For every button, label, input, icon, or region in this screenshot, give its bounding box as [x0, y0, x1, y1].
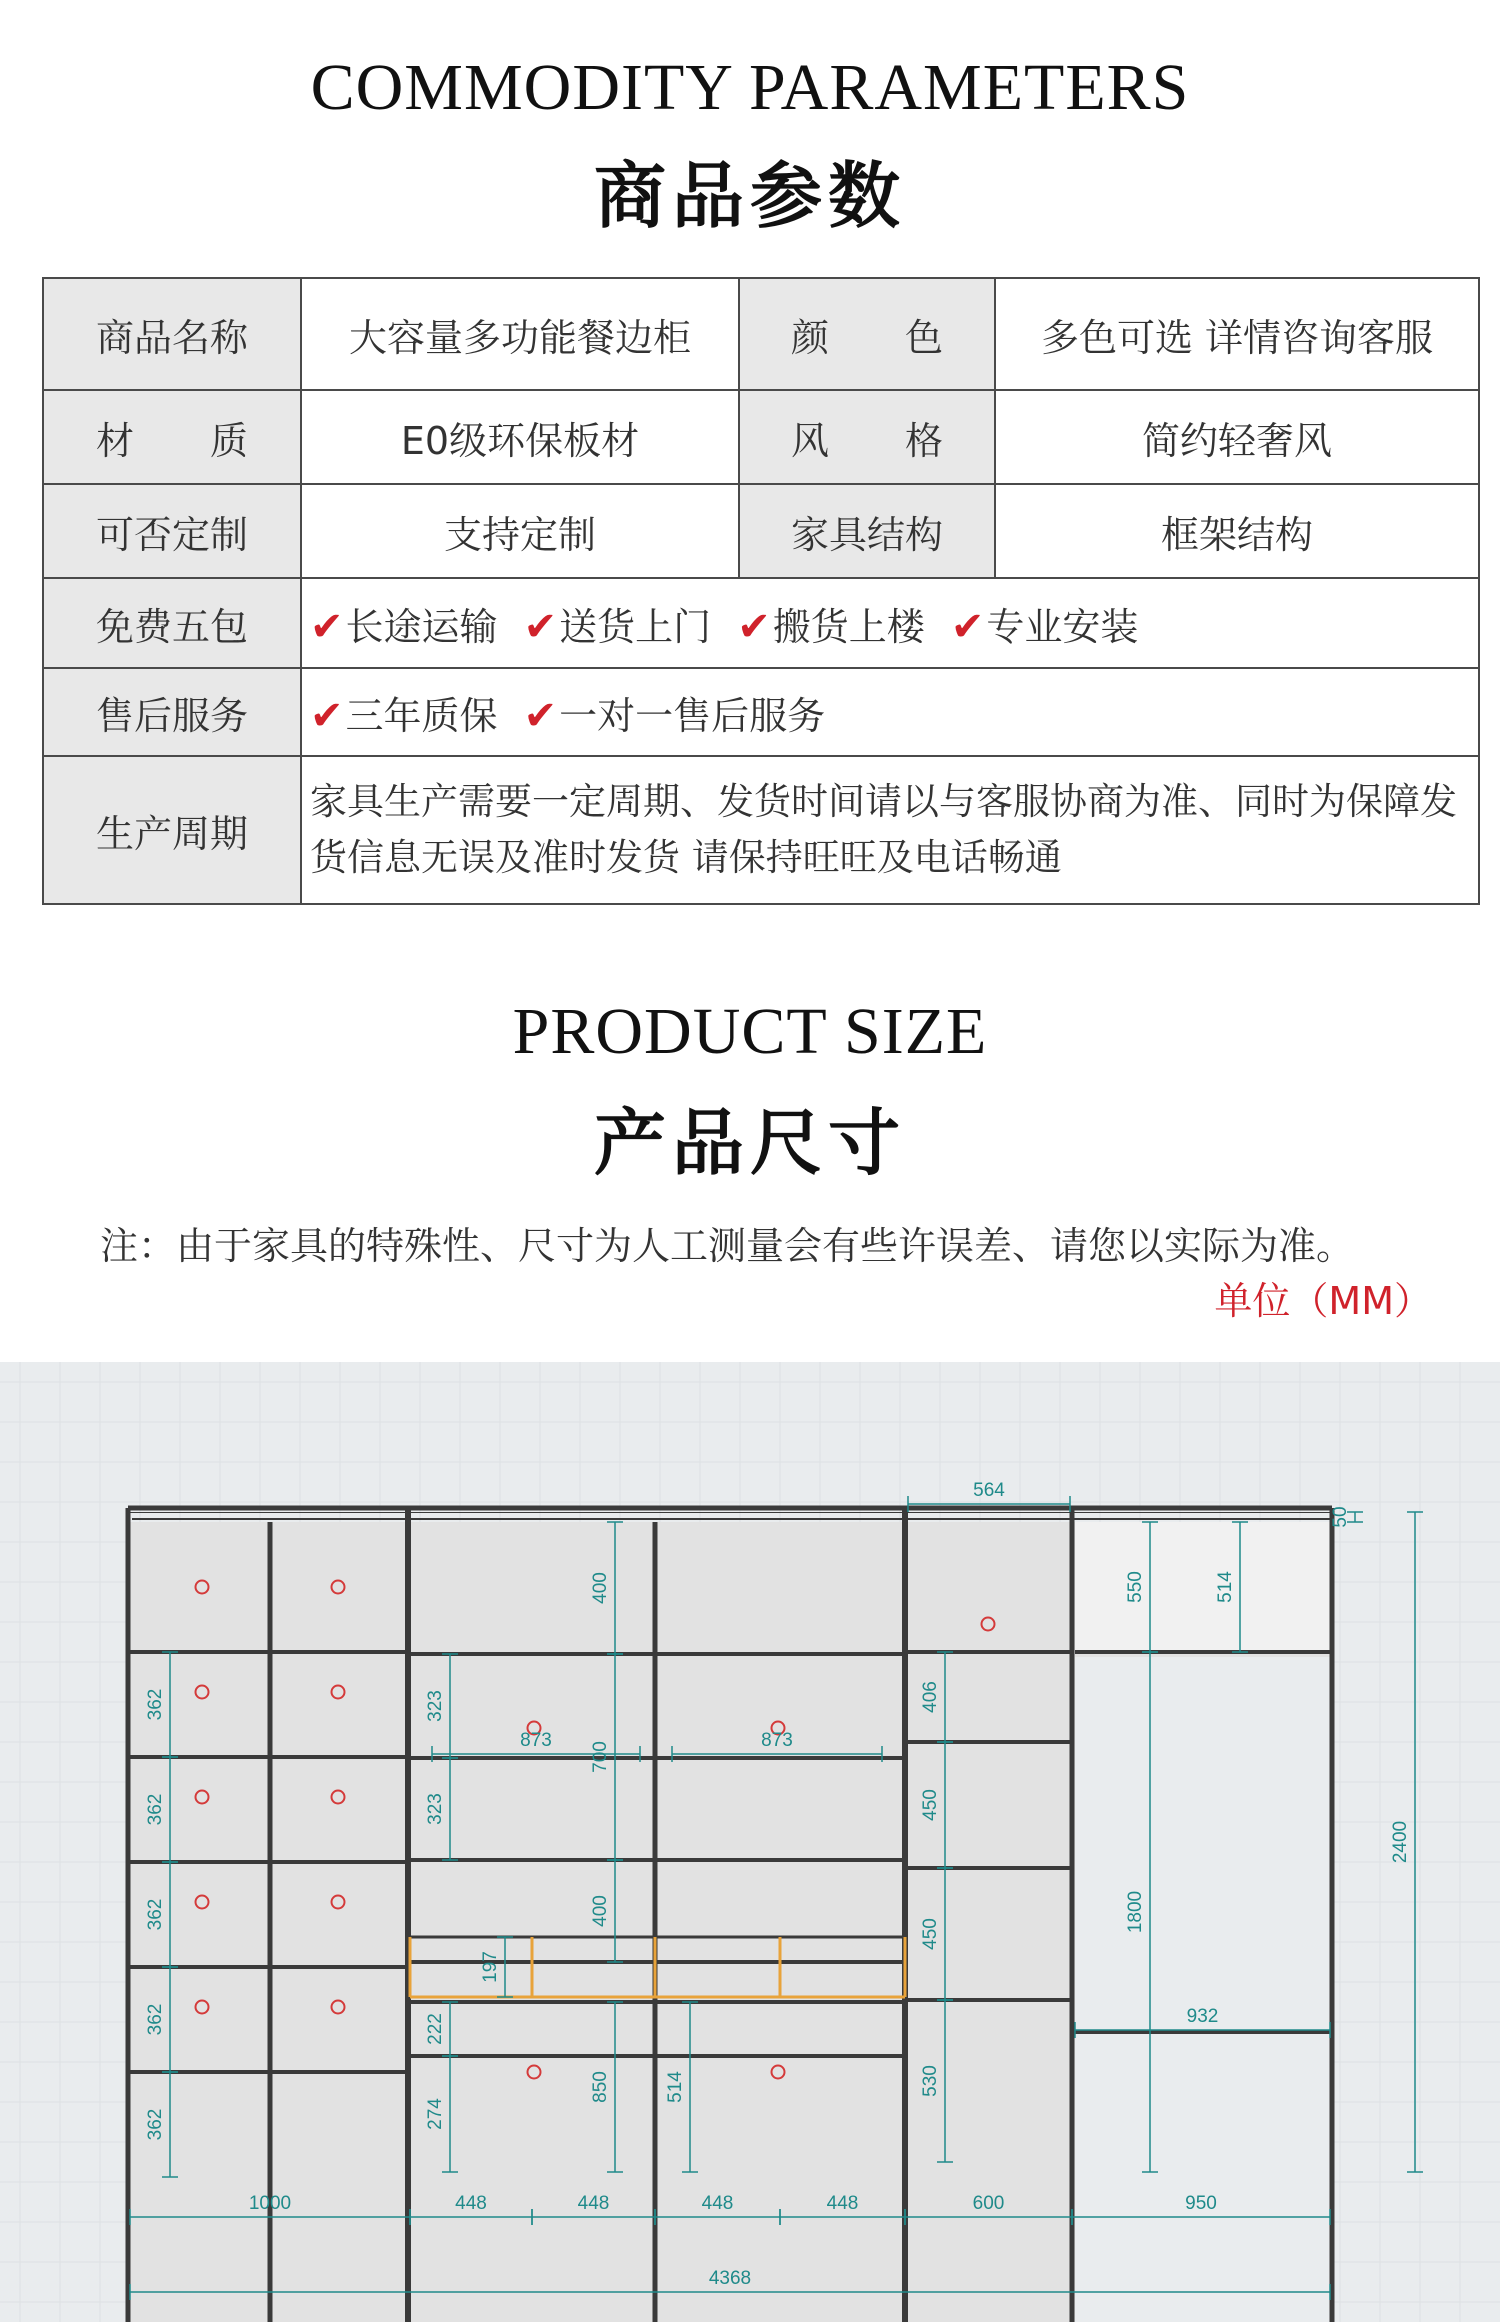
- dimension-left-col: 362: [145, 2003, 166, 2036]
- param-label: 免费五包: [43, 578, 301, 668]
- param-row-free-service: [43, 578, 1479, 668]
- free-service-label: 长途运输: [345, 604, 498, 649]
- free-service-item: [524, 605, 712, 649]
- dimension-top-thickness: 50: [1330, 1506, 1351, 1528]
- dimension-bottom: 600: [972, 2193, 1005, 2214]
- dimension-lower-850: 850: [590, 2071, 611, 2103]
- dimension-far-width: 932: [1186, 2006, 1219, 2027]
- free-service-label: 送货上门: [559, 604, 712, 649]
- dimension-bottom: 448: [701, 2193, 734, 2214]
- dimension-shelf-a: 323: [425, 1690, 446, 1722]
- free-service-item: [310, 605, 498, 649]
- parameters-table: [42, 277, 1480, 905]
- param-label: 家具结构: [739, 484, 995, 578]
- dimension-right-a: 406: [920, 1681, 941, 1713]
- checkmark-icon: ✔: [310, 603, 344, 650]
- dimension-left-col: 362: [145, 1688, 166, 1721]
- section-title-en: PRODUCT SIZE: [512, 995, 988, 1068]
- dimension-bottom: 448: [826, 2193, 859, 2214]
- param-value: 多色可选 详情咨询客服: [995, 278, 1479, 390]
- param-row-after-sales: [43, 668, 1479, 756]
- param-value: 简约轻奢风: [995, 390, 1479, 484]
- param-row-production: [43, 756, 1479, 904]
- dimension-width-a: 873: [520, 1730, 552, 1751]
- section-title-en: COMMODITY PARAMETERS: [310, 51, 1190, 124]
- dimension-total-height: 2400: [1390, 1820, 1411, 1864]
- dimension-bottom: 1000: [248, 2193, 292, 2214]
- free-service-item: [737, 605, 925, 649]
- dimension-far-tall: 1800: [1125, 1890, 1146, 1934]
- param-value: 支持定制: [301, 484, 739, 578]
- param-value: E0级环保板材: [301, 390, 739, 484]
- dimension-left-col: 362: [145, 1898, 166, 1931]
- after-sales-item: [310, 694, 498, 738]
- dimension-right-b: 450: [920, 1789, 941, 1821]
- param-row: [43, 484, 1479, 578]
- dimension-left-col: 362: [145, 1793, 166, 1826]
- dimension-bottom: 448: [577, 2193, 610, 2214]
- free-service-label: 搬货上楼: [772, 604, 925, 649]
- param-label: 颜 色: [739, 278, 995, 390]
- checkmark-icon: ✔: [310, 692, 344, 739]
- dimension-mid-700: 700: [590, 1741, 611, 1773]
- dimension-lower-514: 514: [665, 2071, 686, 2103]
- after-sales-label: 一对一售后服务: [559, 693, 826, 738]
- unit-label: 单位（MM）: [1214, 1279, 1432, 1323]
- param-label: 商品名称: [43, 278, 301, 390]
- dimension-drawer: 197: [480, 1951, 501, 1983]
- dimension-shelf-b: 323: [425, 1793, 446, 1825]
- param-value: 框架结构: [995, 484, 1479, 578]
- dimension-mid-center: 400: [590, 1895, 611, 1927]
- production-cycle-text: 家具生产需要一定周期、发货时间请以与客服协商为准、同时为保障发货信息无误及准时发货 请保持旺旺及电话畅通: [301, 756, 1479, 904]
- param-label: 风 格: [739, 390, 995, 484]
- param-label: 售后服务: [43, 668, 301, 756]
- upper-cabinet-panel: [1075, 1522, 1330, 1652]
- dimension-bottom: 448: [455, 2193, 487, 2214]
- dimension-right-d: 530: [920, 2065, 941, 2097]
- size-note: 注：由于家具的特殊性、尺寸为人工测量会有些许误差、请您以实际为准。: [100, 1224, 1355, 1268]
- param-row: [43, 390, 1479, 484]
- dimension-total-width: 4368: [708, 2268, 752, 2289]
- checkmark-icon: ✔: [950, 603, 985, 650]
- cabinet-drawing-svg: [0, 1362, 1500, 2322]
- param-label: 可否定制: [43, 484, 301, 578]
- dimension-mid-top: 400: [590, 1572, 611, 1604]
- after-sales-item: [524, 694, 826, 738]
- dimension-far-top-inner: 514: [1215, 1571, 1236, 1603]
- free-service-list: [301, 578, 1479, 668]
- after-sales-label: 三年质保: [345, 693, 498, 738]
- dimension-lower-b: 274: [425, 2098, 446, 2130]
- param-row: [43, 278, 1479, 390]
- open-space-panel: [1075, 1657, 1330, 2322]
- dimension-bottom: 950: [1185, 2193, 1217, 2214]
- checkmark-icon: ✔: [523, 603, 558, 650]
- param-value: 大容量多功能餐边柜: [301, 278, 739, 390]
- dimension-left-col: 362: [145, 2108, 166, 2141]
- dimension-lower-a: 222: [425, 2013, 446, 2045]
- param-label: 材 质: [43, 390, 301, 484]
- cabinet-dimension-drawing: [0, 1362, 1500, 2322]
- section-title-cn: 产品尺寸: [593, 1100, 906, 1185]
- free-service-label: 专业安装: [986, 604, 1139, 649]
- top-edge: [128, 1512, 1331, 1513]
- param-label: 生产周期: [43, 756, 301, 904]
- checkmark-icon: ✔: [523, 692, 558, 739]
- free-service-item: [951, 605, 1139, 649]
- after-sales-list: [301, 668, 1479, 756]
- checkmark-icon: ✔: [737, 603, 771, 650]
- dimension-right-c: 450: [920, 1918, 941, 1950]
- section-title-cn: 商品参数: [593, 153, 906, 238]
- dimension-width-b: 873: [761, 1730, 793, 1751]
- dimension-far-top: 550: [1125, 1571, 1146, 1603]
- dimension-right-width: 564: [973, 1480, 1005, 1501]
